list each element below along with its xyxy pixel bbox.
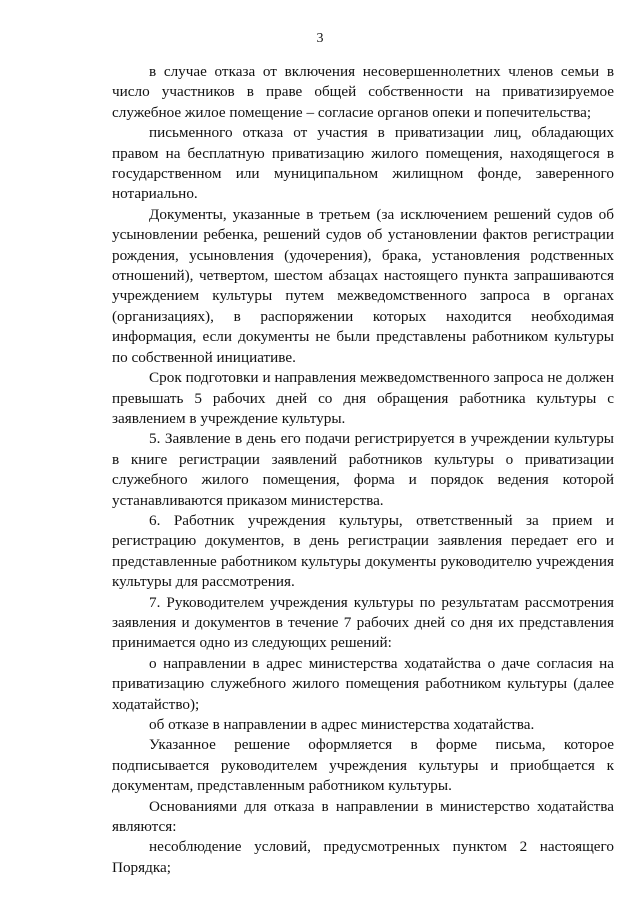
paragraph-3: Документы, указанные в третьем (за исключением решений судов об усыновлении ребенка, решений судов об установлении фактов регистрации рождения, усыновления (удочерения), брака, установления родственных отношений), четвертом, шестом абзацах настоящего пункта запрашиваются учреждением культуры путем межведомственного запроса в органах (организациях), в распоряжении которых находится необходимая информация, если документы не были представлены работником культуры по собственной инициативе. <box>112 205 614 366</box>
paragraph-11: Основаниями для отказа в направлении в министерство ходатайства являются: <box>112 797 614 836</box>
paragraph-9: об отказе в направлении в адрес министерства ходатайства. <box>149 716 535 733</box>
paragraph-4: Срок подготовки и направления межведомственного запроса не должен превышать 5 рабочих дней со дня обращения работника культуры с заявлением в учреждение культуры. <box>112 369 614 427</box>
document-body <box>112 62 614 878</box>
paragraph-8: о направлении в адрес министерства ходатайства о даче согласия на приватизацию служебного жилого помещения работником культуры (далее ходатайство); <box>112 654 614 713</box>
paragraph-12: несоблюдение условий, предусмотренных пунктом 2 настоящего Порядка; <box>112 838 614 876</box>
paragraph-5: 5. Заявление в день его подачи регистрируется в учреждении культуры в книге регистрации заявлений работников культуры о приватизации служебного жилого помещения, форма и порядок ведения которой устанавливаются приказом министерства. <box>112 430 614 509</box>
paragraph-6: 6. Работник учреждения культуры, ответственный за прием и регистрацию документов, в день регистрации заявления передает его и представленные работником культуры документы руководителю учреждения культуры для рассмотрения. <box>112 511 614 591</box>
paragraph-2: письменного отказа от участия в приватизации лиц, обладающих правом на бесплатную приватизацию жилого помещения, находящегося в государственном или муниципальном жилищном фонде, заверенного нотариально. <box>112 124 614 203</box>
paragraph-10: Указанное решение оформляется в форме письма, которое подписывается руководителем учреждения культуры и приобщается к документам, представленным работником культуры. <box>112 736 614 795</box>
page-number: 3 <box>316 31 324 46</box>
paragraph-7: 7. Руководителем учреждения культуры по результатам рассмотрения заявления и документов в течение 7 рабочих дней со дня их представления принимается одно из следующих решений: <box>112 593 614 652</box>
paragraph-1: в случае отказа от включения несовершеннолетних членов семьи в число участников в праве общей собственности на приватизируемое служебное жилое помещение – согласие органов опеки и попечительства; <box>112 63 614 121</box>
